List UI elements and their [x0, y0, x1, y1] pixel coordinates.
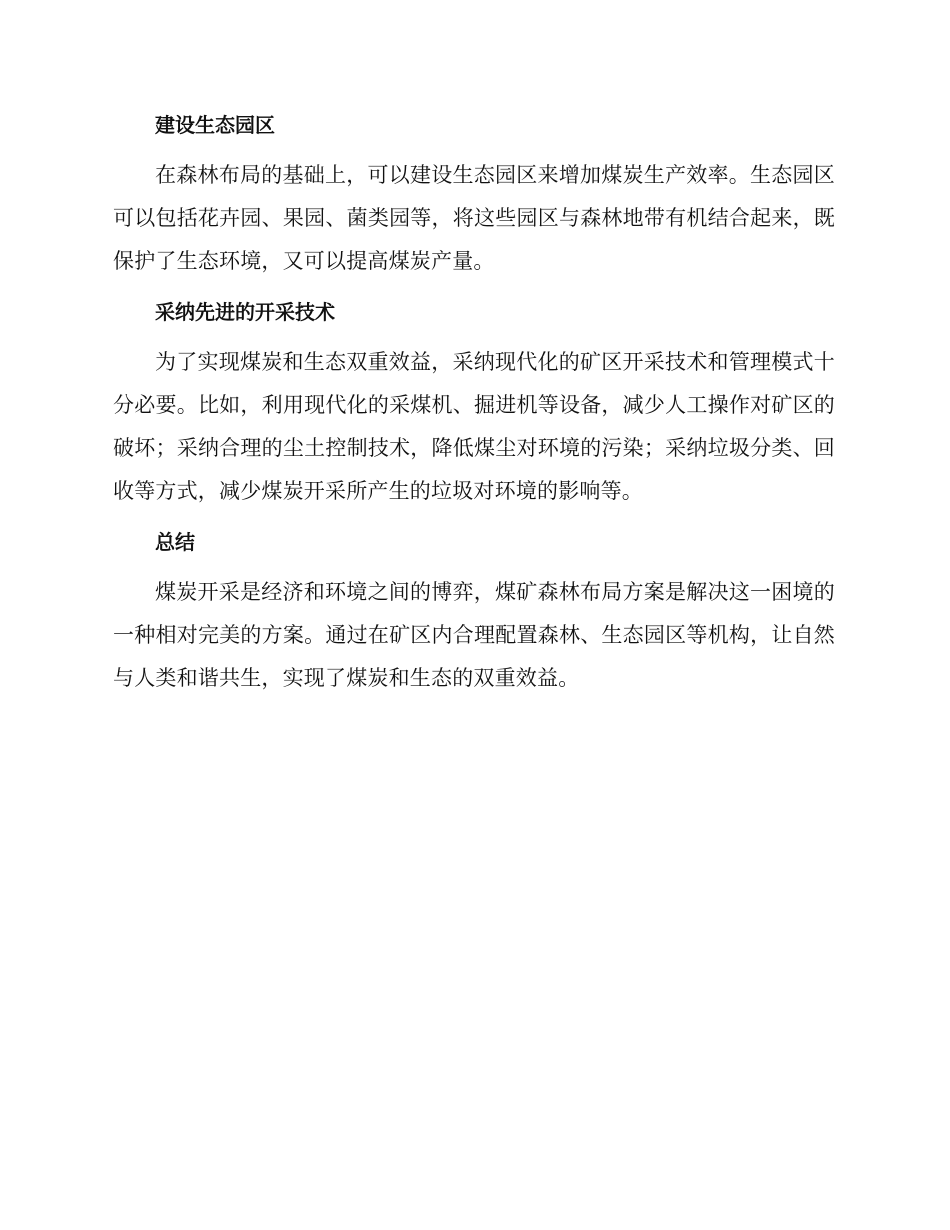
section-ecological-park	[113, 104, 835, 283]
section-summary	[113, 521, 835, 700]
section-paragraph: 在森林布局的基础上，可以建设生态园区来增加煤炭生产效率。生态园区可以包括花卉园、果园、菌类园等，将这些园区与森林地带有机结合起来，既保护了生态环境，又可以提高煤炭产量。	[113, 163, 835, 273]
section-paragraph: 煤炭开采是经济和环境之间的博弈，煤矿森林布局方案是解决这一困境的一种相对完美的方案。通过在矿区内合理配置森林、生态园区等机构，让自然与人类和谐共生，实现了煤炭和生态的双重效益。	[113, 580, 835, 690]
section-heading: 建设生态园区	[155, 113, 275, 137]
document-page	[113, 104, 835, 708]
section-heading: 总结	[155, 530, 195, 554]
section-advanced-mining-tech	[113, 291, 835, 513]
section-heading: 采纳先进的开采技术	[155, 300, 335, 324]
section-paragraph: 为了实现煤炭和生态双重效益，采纳现代化的矿区开采技术和管理模式十分必要。比如，利用现代化的采煤机、掘进机等设备，减少人工操作对矿区的破坏；采纳合理的尘土控制技术，降低煤尘对环境的污染；采纳垃圾分类、回收等方式，减少煤炭开采所产生的垃圾对环境的影响等。	[113, 350, 835, 503]
